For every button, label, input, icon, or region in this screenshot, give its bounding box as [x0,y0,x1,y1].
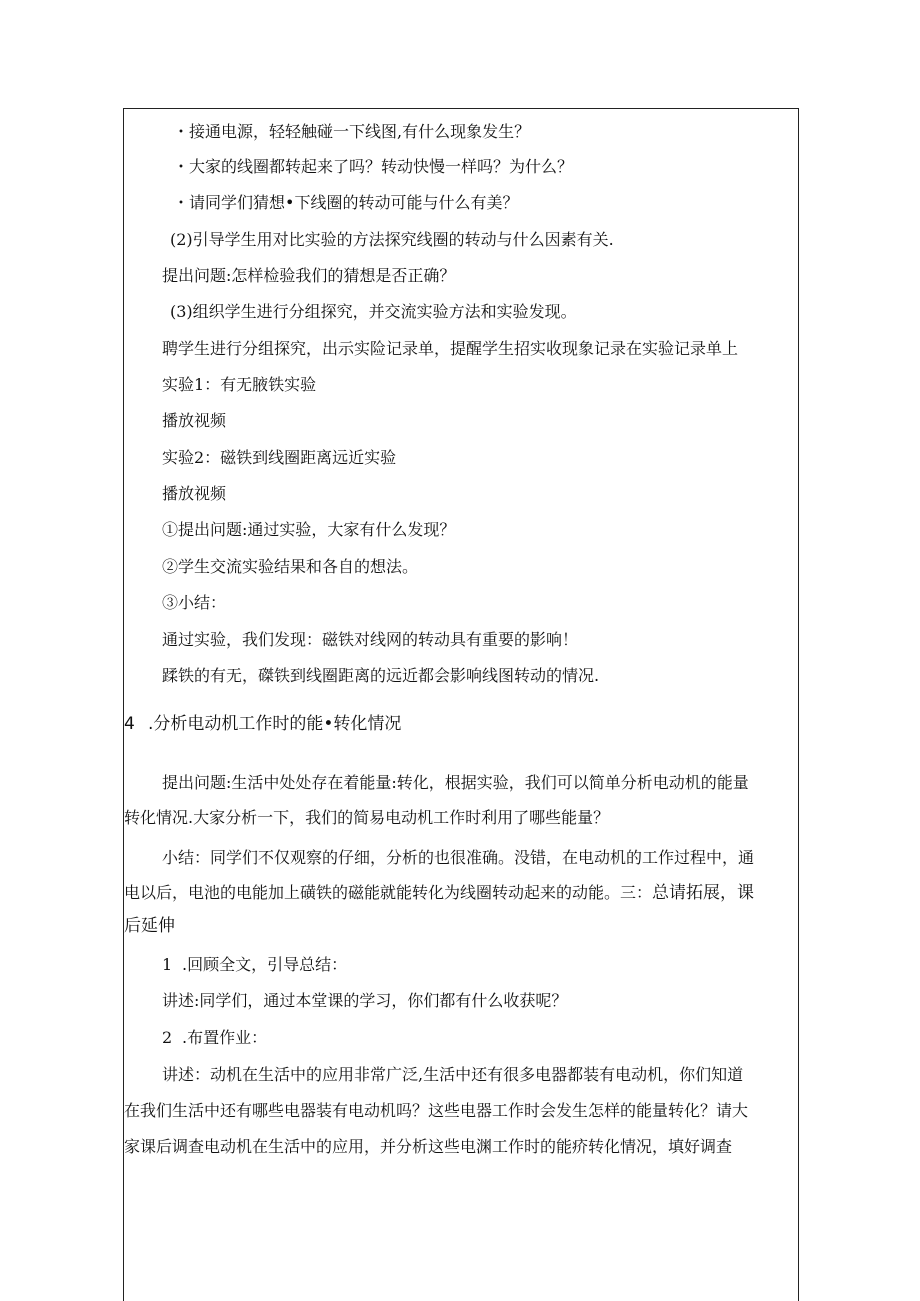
bullet-line: ・大家的线圈都转起来了吗？转动快慢一样吗？为什么？ [173,157,574,176]
section-4-title: .分析电动机工作时的能•转化情况 [148,714,402,734]
step-2-line: (2)引导学生用对比实验的方法探究线圈的转动与什么因素有关. [170,230,614,249]
experiment-1-label: 实验1：有无腋铁实验 [162,375,317,394]
paragraph-3-line-3: 家课后调查电动机在生活中的应用，并分析这些电渊工作时的能疥转化情况，填好调查 [124,1137,733,1156]
circled-item-3: ③小结： [162,593,227,612]
bullet-line: ・接通电源，轻轻触碰一下线图,有什么现象发生？ [173,122,531,141]
finding-line-2: 蹂铁的有无，磔铁到线圈距离的远近都会影响线图转动的情况. [162,666,600,685]
paragraph-3-line-2: 在我们生活中还有哪些电器装有电动机吗？这些电器工作时会发生怎样的能量转化？请大 [124,1101,749,1120]
item-1-number: 1 [162,955,173,974]
paragraph-1-line-1: 提出问题:生活中处处存在着能量:转化，根据实验，我们可以简单分析电动机的能量 [162,773,749,792]
item-2-number: 2 [162,1028,173,1047]
summary-extension-heading: 总请拓展，课 [652,883,755,903]
section-4-number: 4 [124,714,135,734]
item-2-text: .布置作业： [182,1028,268,1047]
bullet-line: ・请同学们猜想•下线圈的转动可能与什么有美？ [173,193,519,212]
play-video-1: 播放视频 [162,411,227,430]
step-3-description: 聘学生进行分组探究，出示实险记录单，提醒学生招实收现象记录在实验记录单上 [162,339,739,358]
summary-extension-heading-cont: 后延伸 [124,916,175,936]
circled-item-1: ①提出问题:通过实验，大家有什么发现？ [162,520,456,539]
experiment-2-label: 实验2：磁铁到线圈距离远近实验 [162,448,397,467]
paragraph-2-line-1: 小结：同学们不仅观察的仔细，分析的也很准确。没错，在电动机的工作过程中，通 [162,848,755,867]
paragraph-2-line-2 [124,883,754,903]
paragraph-3-line-1: 讲述：动机在生活中的应用非常广泛,生活中还有很多电器都装有电动机，你们知道 [162,1065,744,1084]
paragraph-2-text: 电以后，电池的电能加上磺铁的磁能就能转化为线圈转动起来的动能。三： [124,883,653,902]
item-1-text: .回顾全文，引导总结： [182,955,348,974]
paragraph-1-line-2: 转化情况.大家分析一下，我们的简易电动机工作时利用了哪些能量？ [124,808,610,827]
question-line: 提出问题:怎样检验我们的猜想是否正确？ [162,266,456,285]
table-cell-border [123,108,799,1301]
step-3-line: (3)组织学生进行分组探究，并交流实验方法和实验发现。 [170,302,577,321]
finding-line: 通过实验，我们发现：磁铁对线网的转动具有重要的影响！ [162,630,579,649]
play-video-2: 播放视频 [162,484,227,503]
circled-item-2: ②学生交流实验结果和各自的想法。 [162,557,419,576]
talk-line-1: 讲述:同学们，通过本堂课的学习，你们都有什么收获呢？ [162,991,568,1010]
